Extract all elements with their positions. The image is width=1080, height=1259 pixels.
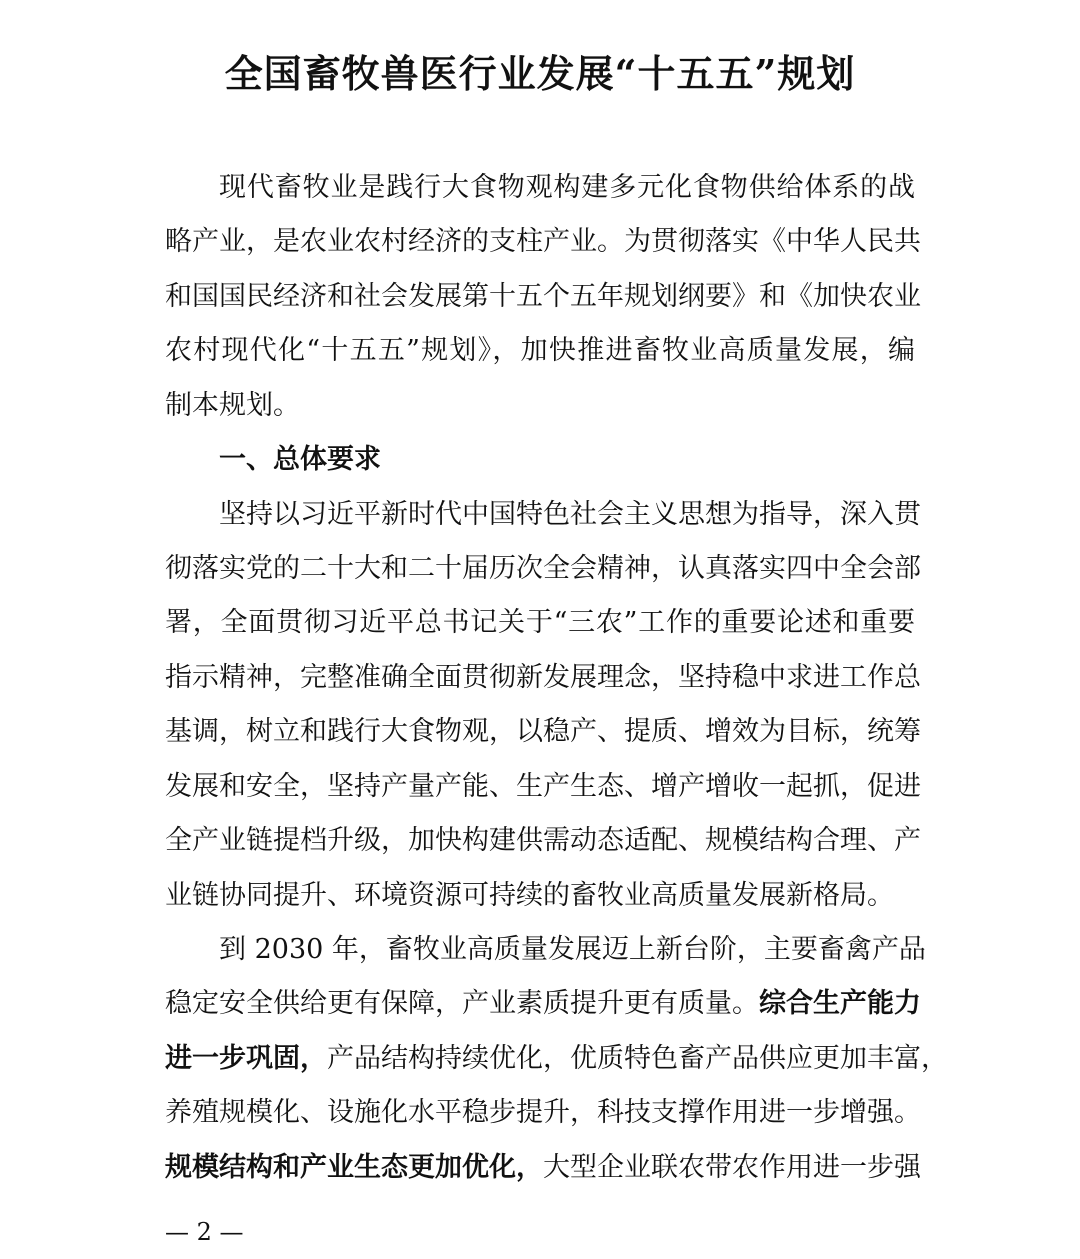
paragraph-line: 养殖规模化、设施化水平稳步提升，科技支撑作用进一步增强。 (165, 1097, 921, 1128)
bold-phrase: 进一步巩固， (165, 1043, 327, 1074)
paragraph-line: 指示精神，完整准确全面贯彻新发展理念，坚持稳中求进工作总 (165, 662, 921, 693)
paragraph-line: 署，全面贯彻习近平总书记关于“三农”工作的重要论述和重要 (165, 607, 915, 638)
page-number: — 2 — (165, 1218, 244, 1246)
section-heading: 一、总体要求 (219, 444, 381, 475)
paragraph-line: 彻落实党的二十大和二十届历次全会精神，认真落实四中全会部 (165, 553, 921, 584)
paragraph-line (165, 1148, 921, 1188)
paragraph-line: 全产业链提档升级，加快构建供需动态适配、规模结构合理、产 (165, 825, 921, 856)
paragraph-line: 坚持以习近平新时代中国特色社会主义思想为指导，深入贯 (219, 499, 921, 530)
paragraph-line: 现代畜牧业是践行大食物观构建多元化食物供给体系的战 (219, 172, 915, 203)
paragraph-line: 制本规划。 (165, 390, 300, 421)
document-title: 全国畜牧兽医行业发展“十五五”规划 (224, 51, 856, 96)
paragraph-text: 稳定安全供给更有保障，产业素质提升更有质量。 (165, 988, 759, 1019)
paragraph-line: 业链协同提升、环境资源可持续的畜牧业高质量发展新格局。 (165, 880, 894, 911)
paragraph-line: 到 2030 年，畜牧业高质量发展迈上新台阶，主要畜禽产品 (219, 934, 926, 965)
paragraph-line: 基调，树立和践行大食物观，以稳产、提质、增效为目标，统筹 (165, 716, 921, 747)
paragraph-line: 发展和安全，坚持产量产能、生产生态、增产增收一起抓，促进 (165, 771, 921, 802)
paragraph-text: 产品结构持续优化，优质特色畜产品供应更加丰富， (327, 1043, 948, 1074)
bold-phrase: 综合生产能力 (759, 988, 921, 1019)
paragraph-line (165, 1039, 948, 1079)
paragraph-line: 略产业，是农业农村经济的支柱产业。为贯彻落实《中华人民共 (165, 226, 921, 257)
paragraph-text: 大型企业联农带农作用进一步强 (543, 1152, 921, 1183)
bold-phrase: 规模结构和产业生态更加优化， (165, 1152, 543, 1183)
paragraph-line (165, 984, 921, 1024)
paragraph-line: 农村现代化“十五五”规划》，加快推进畜牧业高质量发展，编 (165, 335, 915, 366)
paragraph-line: 和国国民经济和社会发展第十五个五年规划纲要》和《加快农业 (165, 281, 921, 312)
